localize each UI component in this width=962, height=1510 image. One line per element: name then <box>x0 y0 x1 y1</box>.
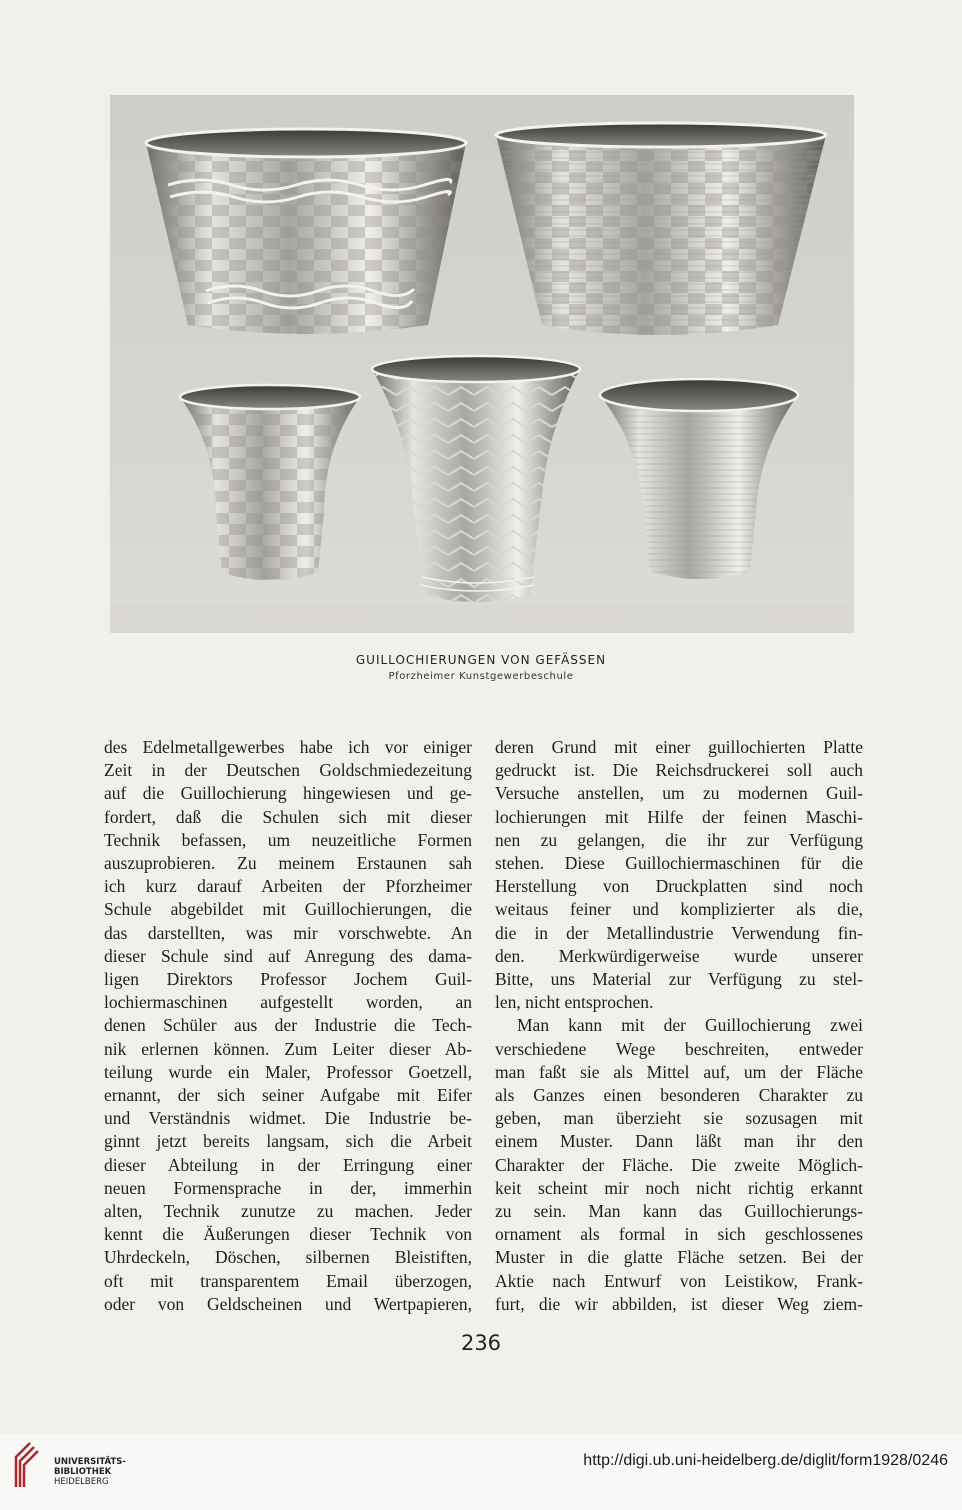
text-line: deren Grund mit einer guillochierten Platte <box>495 737 863 757</box>
figure-photo <box>110 95 854 633</box>
text-line: Technik befassen, um neuzeitliche Formen <box>104 829 472 850</box>
text-line: und Verständnis widmet. Die Industrie be- <box>104 1108 472 1129</box>
footer <box>0 1434 962 1510</box>
text-line: geben, man überzieht sie sozusagen mit <box>495 1108 863 1129</box>
text-line: als Ganzes einen besonderen Charakter zu <box>495 1085 863 1106</box>
text-line: gedruckt ist. Die Reichsdruckerei soll auch <box>495 760 863 781</box>
library-name-line: UNIVERSITÄTS- <box>54 1457 126 1467</box>
text-line: len, nicht entsprochen. <box>495 992 654 1013</box>
text-line: nen zu gelangen, die ihr zur Verfügung <box>495 829 863 850</box>
text-line: des Edelmetallgewerbes habe ich vor einiger <box>104 737 472 757</box>
text-line: ligen Direktors Professor Jochem Guil- <box>104 969 472 990</box>
text-line: man faßt sie als Mittel auf, um der Fläche <box>495 1061 863 1082</box>
library-name <box>54 1457 126 1487</box>
text-line: ginnt jetzt bereits langsam, sich die Arbeit <box>104 1131 472 1152</box>
text-column-left <box>104 736 472 1316</box>
text-line: zu sein. Man kann das Guillochierungs- <box>495 1201 863 1222</box>
text-line: ernannt, der sich seiner Aufgabe mit Eifer <box>104 1085 472 1106</box>
text-line: ornament als formal in sich geschlossenes <box>495 1224 863 1245</box>
text-line: verschiedene Wege beschreiten, entweder <box>495 1038 863 1059</box>
bowl-left <box>146 129 466 334</box>
text-line: keit scheint mir noch nicht richtig erkannt <box>495 1177 863 1198</box>
text-line: Uhrdeckeln, Döschen, silbernen Bleistiften, <box>104 1247 472 1268</box>
vessels-illustration <box>110 95 854 633</box>
page-number: 236 <box>460 1331 502 1355</box>
source-url-link[interactable]: http://digi.ub.uni-heidelberg.de/diglit/form1928/0246 <box>583 1452 948 1469</box>
text-line: lochiermaschinen aufgestellt worden, an <box>104 992 472 1013</box>
text-line: Versuche anstellen, um zu modernen Guil- <box>495 783 863 804</box>
text-line: Zeit in der Deutschen Goldschmiedezeitung <box>104 760 472 781</box>
text-line: oft mit transparentem Email überzogen, <box>104 1270 472 1291</box>
figure-caption: GUILLOCHIERUNGEN VON GEFÄSSEN <box>355 653 607 667</box>
text-line: Muster in die glatte Fläche setzen. Bei der <box>495 1247 863 1268</box>
text-line: Herstellung von Druckplatten sind noch <box>495 876 863 897</box>
text-line: furt, die wir abbilden, ist dieser Weg ziem- <box>495 1293 863 1314</box>
text-column-right <box>495 736 863 1316</box>
text-line: einem Muster. Dann läßt man ihr den <box>495 1131 863 1152</box>
text-line: alten, Technik zunutze zu machen. Jeder <box>104 1201 472 1222</box>
library-name-line: BIBLIOTHEK <box>54 1467 112 1477</box>
text-line: teilung wurde ein Maler, Professor Goetzell, <box>104 1061 472 1082</box>
text-line: dieser Schule sind auf Anregung des dama- <box>104 945 472 966</box>
text-line: oder von Geldscheinen und Wertpapieren, <box>104 1293 472 1314</box>
text-line: nik erlernen können. Zum Leiter dieser Ab- <box>104 1038 472 1059</box>
text-line: das darstellten, was mir vorschwebte. An <box>104 922 472 943</box>
text-line: Charakter der Fläche. Die zweite Möglich- <box>495 1154 863 1175</box>
text-line: lochierungen mit Hilfe der feinen Maschi- <box>495 806 863 827</box>
figure-subcaption: Pforzheimer Kunstgewerbeschule <box>388 671 574 682</box>
text-line: die in der Metallindustrie Verwendung fin- <box>495 922 863 943</box>
text-line: dieser Abteilung in der Erringung einer <box>104 1154 472 1175</box>
text-line: den. Merkwürdigerweise wurde unserer <box>495 945 863 966</box>
text-line: weitaus feiner und komplizierter als die, <box>495 899 863 920</box>
text-line: Aktie nach Entwurf von Leistikow, Frank- <box>495 1270 863 1291</box>
text-line: denen Schüler aus der Industrie die Tech- <box>104 1015 472 1036</box>
text-line: auf die Guillochierung hingewiesen und ge- <box>104 783 472 804</box>
text-line: Bitte, uns Material zur Verfügung zu stel- <box>495 969 863 990</box>
bowl-right <box>496 123 826 335</box>
text-line: stehen. Diese Guillochiermaschinen für die <box>495 853 863 874</box>
text-line: neuen Formensprache in der, immerhin <box>104 1177 472 1198</box>
text-line: fordert, daß die Schulen sich mit dieser <box>104 806 472 827</box>
text-line: auszuprobieren. Zu meinem Erstaunen sah <box>104 853 472 874</box>
text-line: ich kurz darauf Arbeiten der Pforzheimer <box>104 876 472 897</box>
text-line: Schule abgebildet mit Guillochierungen, die <box>104 899 472 920</box>
text-line: kennt die Äußerungen dieser Technik von <box>104 1224 472 1245</box>
library-name-line: HEIDELBERG <box>54 1477 109 1487</box>
text-line: Man kann mit der Guillochierung zwei <box>517 1015 863 1036</box>
library-logo-icon <box>8 1441 48 1489</box>
